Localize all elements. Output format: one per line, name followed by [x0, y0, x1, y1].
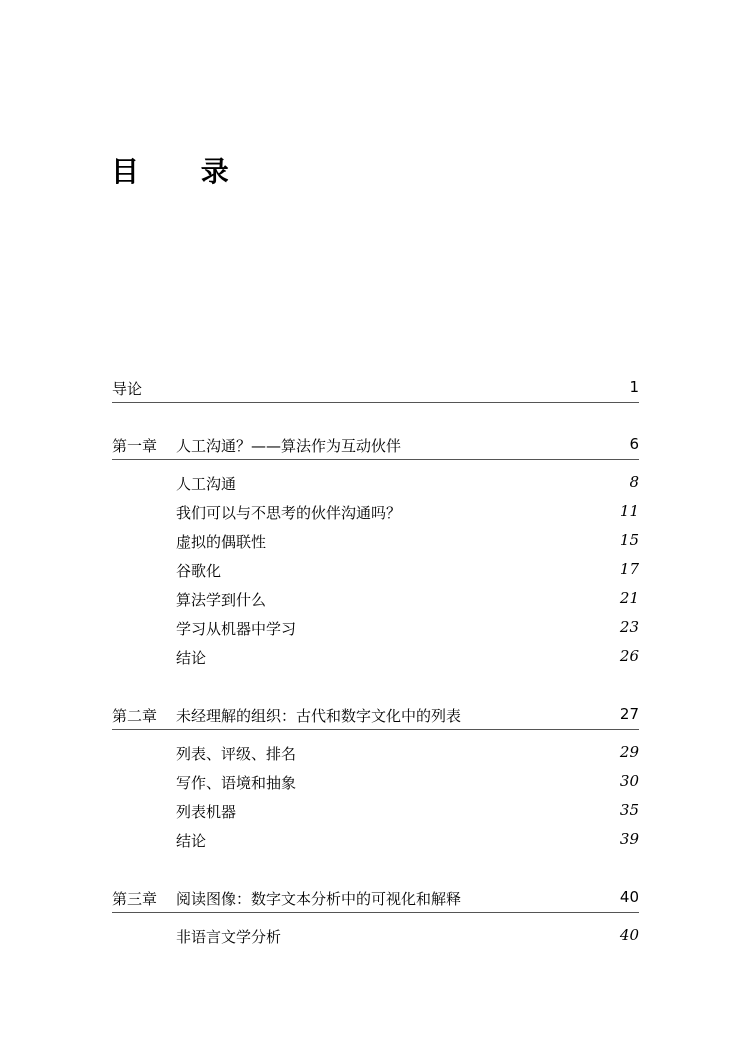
chapter-title: 未经理解的组织：古代和数字文化中的列表	[176, 707, 462, 725]
chapter-2-entries	[112, 740, 639, 856]
entry-title: 结论	[176, 649, 207, 667]
intro-page: 1	[629, 378, 639, 396]
toc-intro	[112, 376, 639, 403]
toc-entry	[112, 499, 639, 528]
entry-page: 8	[629, 473, 639, 491]
entry-page: 26	[619, 647, 639, 665]
entry-page: 29	[619, 743, 639, 761]
intro-title: 导论	[112, 380, 143, 398]
chapter-page: 40	[619, 888, 639, 906]
entry-title: 算法学到什么	[176, 591, 267, 609]
page-title: 目 录	[111, 155, 255, 188]
chapter-3-entries	[112, 923, 639, 952]
toc-entry	[112, 586, 639, 615]
chapter-page: 6	[629, 435, 639, 453]
chapter-title: 人工沟通？——算法作为互动伙伴	[176, 437, 402, 455]
entry-page: 15	[619, 531, 639, 549]
entry-page: 11	[619, 502, 639, 520]
table-of-contents	[112, 376, 639, 952]
entry-title: 我们可以与不思考的伙伴沟通吗？	[176, 504, 402, 522]
entry-page: 39	[619, 830, 639, 848]
entry-page: 23	[619, 618, 639, 636]
entry-page: 30	[619, 772, 639, 790]
chapter-number: 第三章	[112, 890, 158, 908]
entry-page: 35	[619, 801, 639, 819]
toc-entry	[112, 798, 639, 827]
toc-entry	[112, 644, 639, 673]
toc-entry	[112, 827, 639, 856]
entry-title: 写作、语境和抽象	[176, 774, 297, 792]
chapter-3-heading	[112, 886, 639, 913]
entry-page: 40	[619, 926, 639, 944]
toc-entry	[112, 557, 639, 586]
toc-entry	[112, 923, 639, 952]
entry-title: 谷歌化	[176, 562, 222, 580]
chapter-number: 第一章	[112, 437, 158, 455]
entry-page: 21	[619, 589, 639, 607]
toc-entry	[112, 528, 639, 557]
entry-title: 列表机器	[176, 803, 237, 821]
chapter-1-heading	[112, 433, 639, 460]
chapter-2-heading	[112, 703, 639, 730]
toc-entry	[112, 615, 639, 644]
chapter-number: 第二章	[112, 707, 158, 725]
entry-page: 17	[619, 560, 639, 578]
chapter-title: 阅读图像：数字文本分析中的可视化和解释	[176, 890, 462, 908]
entry-title: 非语言文学分析	[176, 928, 282, 946]
entry-title: 列表、评级、排名	[176, 745, 297, 763]
chapter-page: 27	[619, 705, 639, 723]
chapter-1-entries	[112, 470, 639, 673]
entry-title: 虚拟的偶联性	[176, 533, 267, 551]
entry-title: 学习从机器中学习	[176, 620, 297, 638]
toc-entry	[112, 740, 639, 769]
toc-entry	[112, 470, 639, 499]
entry-title: 人工沟通	[176, 475, 237, 493]
entry-title: 结论	[176, 832, 207, 850]
toc-entry	[112, 769, 639, 798]
